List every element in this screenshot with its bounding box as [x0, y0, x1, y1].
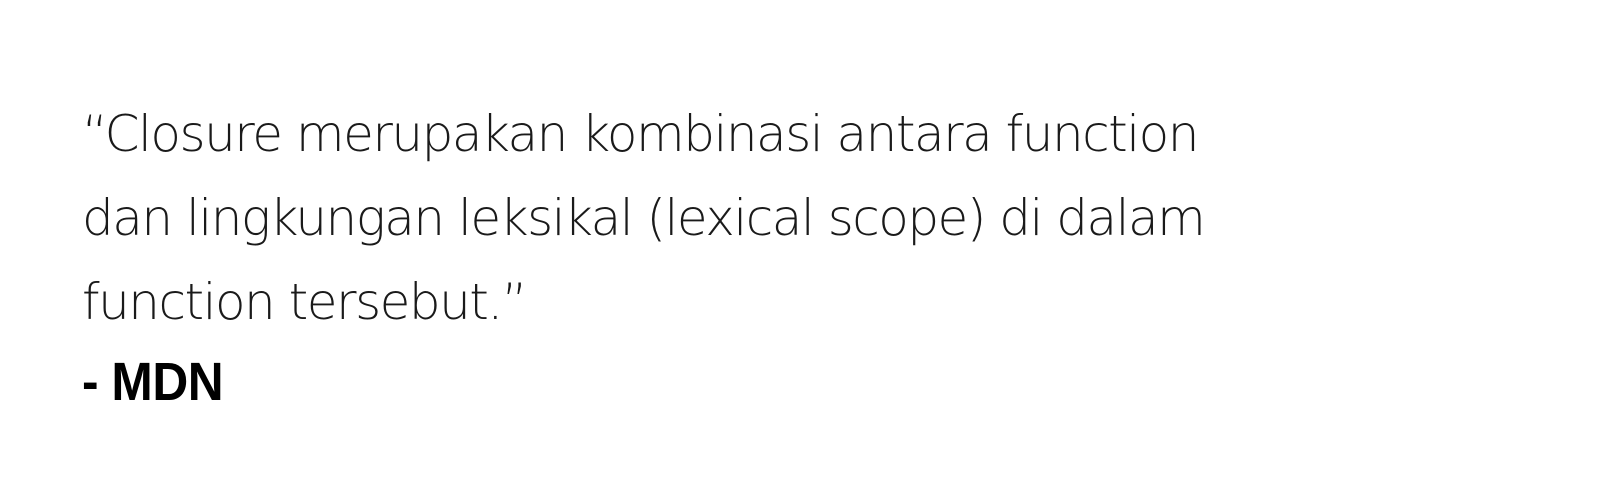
quote-text: [82, 92, 1382, 344]
quote-line-3: function tersebut.”: [82, 273, 527, 331]
quote-line-1: “Closure merupakan kombinasi antara function: [82, 105, 1198, 163]
quote-line-2: dan lingkungan leksikal (lexical scope) di dalam: [82, 189, 1205, 247]
quote-attribution: - MDN: [82, 352, 224, 412]
